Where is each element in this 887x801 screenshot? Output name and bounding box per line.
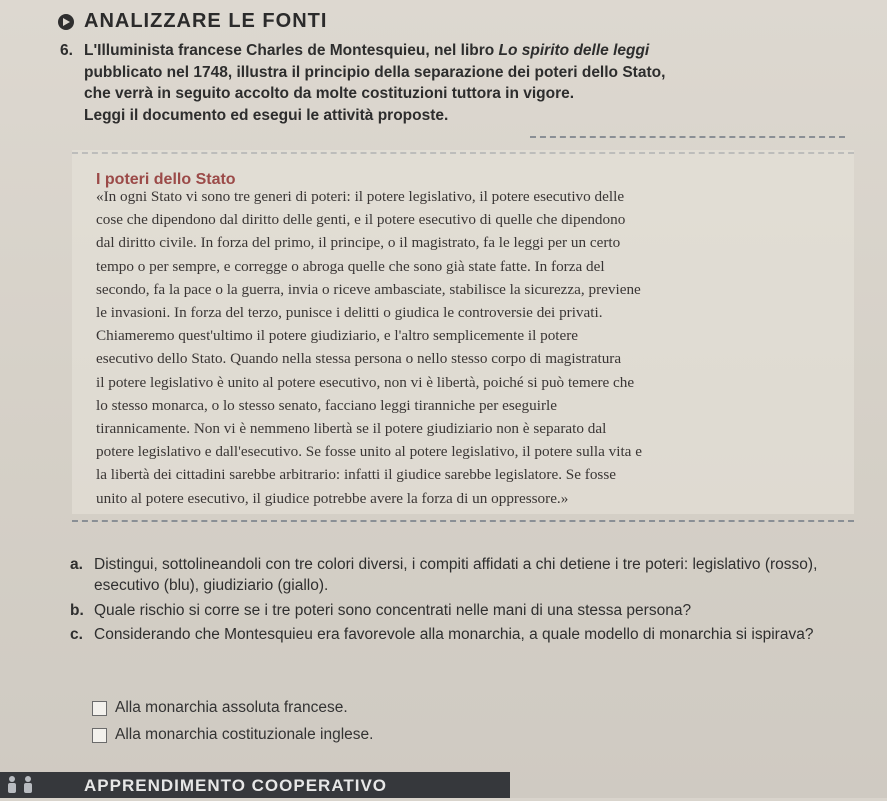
question-c: c. Considerando che Montesquieu era favorevole alla monarchia, a quale modello di monarchia si ispirava? [70,625,814,643]
document-line: dal diritto civile. In forza del primo, il principe, o il magistrato, fa le leggi per un certo [96,234,621,252]
option-label: Alla monarchia costituzionale inglese. [115,726,374,743]
document-title: I poteri dello Stato [96,171,236,188]
document-line: le invasioni. In forza del terzo, punisce i delitti o giudica le controversie dei privati. [96,304,603,322]
document-line: «In ogni Stato vi sono tre generi di poteri: il potere legislativo, il potere esecutivo delle [96,188,625,205]
exercise-line-4: Leggi il documento ed esegui le attività proposte. [84,106,449,124]
play-bullet-icon [58,14,74,30]
answer-options [92,696,373,750]
document-line: Chiameremo quest'ultimo il potere giudiziario, e l'altro semplicemente il potere [96,327,579,345]
document-text [96,185,841,510]
option-label: Alla monarchia assoluta francese. [115,699,348,716]
people-icon [4,775,38,795]
document-line: la libertà dei cittadini sarebbe arbitrario: infatti il giudice sarebbe legislatore. Se fosse [96,466,616,484]
document-line: secondo, fa la pace o la guerra, invia o riceve ambasciate, stabilisce la sicurezza, previene [96,280,641,298]
exercise-line-1: L'Illuminista francese Charles de Montesquieu, nel libro Lo spirito delle leggi [84,42,650,59]
exercise-number: 6. [60,42,73,59]
book-title: Lo spirito delle leggi [498,42,650,59]
footer-label: APPRENDIMENTO COOPERATIVO [84,776,388,795]
divider-dashed [72,520,854,522]
checkbox[interactable] [92,728,107,743]
document-line: potere legislativo e dall'esecutivo. Se fosse unito al potere legislativo, il potere sulla vita e [96,443,642,461]
checkbox[interactable] [92,701,107,716]
document-line: il potere legislativo è unito al potere esecutivo, non vi è libertà, poiché si può temere che [96,373,635,391]
question-a: a. Distingui, sottolineandoli con tre colori diversi, i compiti affidati a chi detiene i tre poteri: legislativo (rosso), esecutivo (blu), giudiziario (giallo). [70,556,818,595]
document-line: lo stesso monarca, o lo stesso senato, facciano leggi tiranniche per eseguirle [96,396,557,414]
divider-dashed [530,136,845,138]
document-line: tempo o per sempre, e corregge o abroga quelle che sono già state fatte. In forza del [96,257,605,275]
option-constitutional-monarchy[interactable] [92,723,373,747]
option-absolute-monarchy[interactable] [92,696,373,720]
section-header [58,10,327,33]
exercise-intro [60,40,840,124]
document-line: esecutivo dello Stato. Quando nella stessa persona o nello stesso corpo di magistratura [96,350,622,368]
question-b: b. Quale rischio si corre se i tre poteri sono concentrati nelle mani di una stessa persona? [70,601,692,619]
document-line: cose che dipendono dal diritto delle genti, e il potere esecutivo di quelle che dipendono [96,211,626,229]
document-line: unito al potere esecutivo, il giudice potrebbe avere la forza di un oppressore.» [96,489,569,507]
exercise-line-3: che verrà in seguito accolto da molte costituzioni tuttora in vigore. [84,85,575,102]
section-title: ANALIZZARE LE FONTI [84,10,328,32]
questions-list [70,554,840,648]
exercise-line-2: pubblicato nel 1748, illustra il principio della separazione dei poteri dello Stato, [84,63,666,81]
document-line: tirannicamente. Non vi è nemmeno libertà se il potere giudiziario non è separato dal [96,420,607,438]
